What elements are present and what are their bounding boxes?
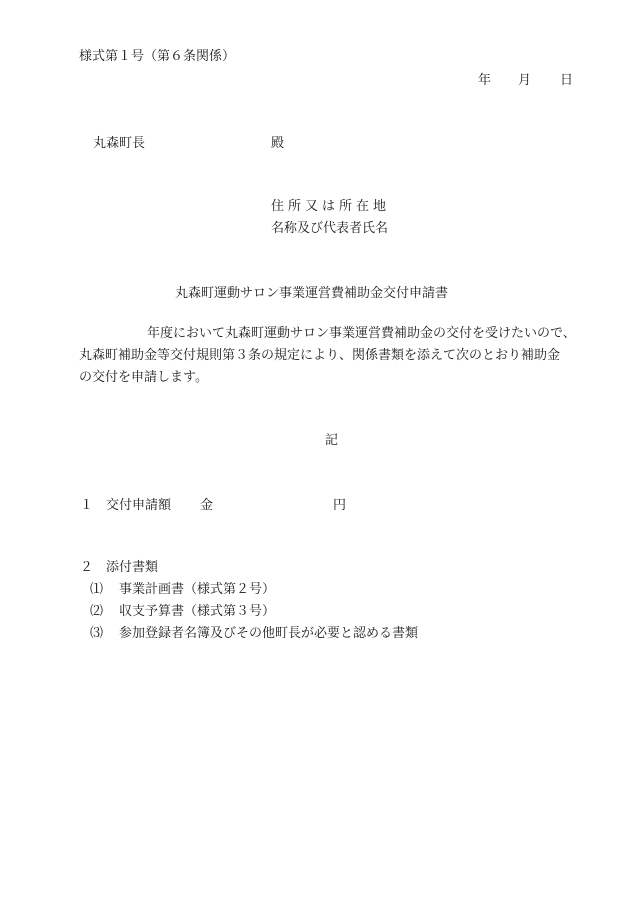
- body-text-line-2: 丸森町補助金等交付規則第３条の規定により、関係書類を添えて次のとおり補助金: [79, 348, 561, 363]
- item-2-label: 添付書類: [106, 560, 159, 575]
- body-text-line-3: の交付を申請します。: [79, 370, 208, 385]
- item-1-kin: 金: [200, 498, 214, 513]
- recipient-honorific: 殿: [271, 136, 285, 151]
- body-text-line-1: 年度において丸森町運動サロン事業運営費補助金の交付を受けたいので、: [147, 326, 576, 341]
- date-month-label: 月: [518, 73, 532, 88]
- item-1-number: １: [80, 498, 94, 513]
- date-day-label: 日: [560, 73, 574, 88]
- subitem-1-number: ⑴: [90, 582, 104, 597]
- document-title: 丸森町運動サロン事業運営費補助金交付申請書: [175, 286, 449, 301]
- subitem-3-text: 参加登録者名簿及びその他町長が必要と認める書類: [119, 626, 419, 641]
- item-1-label: 交付申請額: [106, 498, 172, 513]
- form-label: 様式第１号（第６条関係）: [79, 49, 236, 64]
- subitem-3-number: ⑶: [90, 626, 104, 641]
- ki-heading: 記: [325, 433, 339, 448]
- item-1-yen: 円: [333, 498, 347, 513]
- recipient-name: 丸森町長: [93, 136, 146, 151]
- applicant-name-label: 名称及び代表者氏名: [271, 221, 389, 236]
- date-year-label: 年: [478, 73, 492, 88]
- applicant-address-label: 住所又は所在地: [271, 199, 391, 214]
- item-2-number: ２: [80, 560, 94, 575]
- subitem-2-text: 収支予算書（様式第３号）: [119, 604, 276, 619]
- subitem-1-text: 事業計画書（様式第２号）: [119, 582, 276, 597]
- subitem-2-number: ⑵: [90, 604, 104, 619]
